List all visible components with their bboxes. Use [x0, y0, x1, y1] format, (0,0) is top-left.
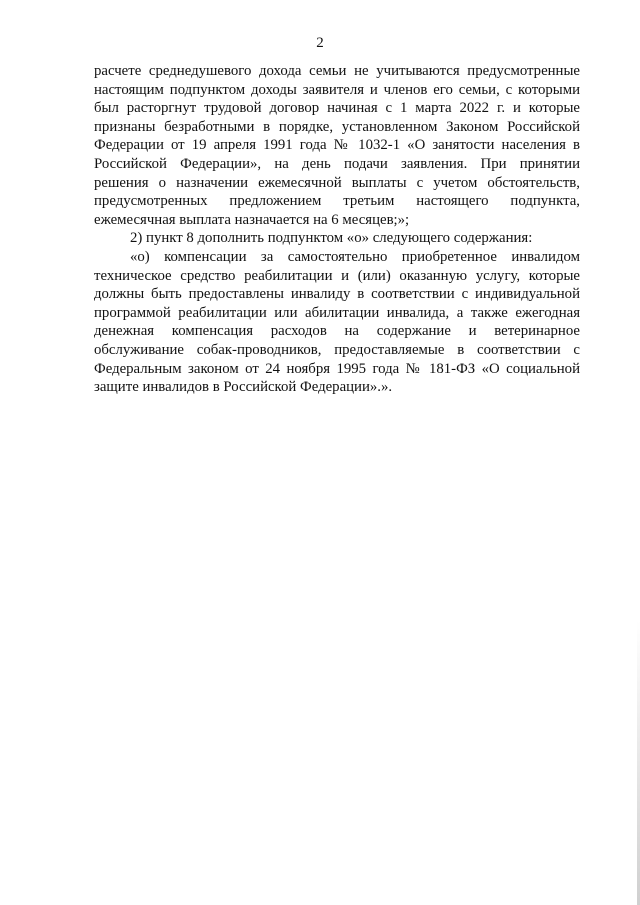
text-line: должны быть предоставлены инвалиду в соответствии с индивидуальной	[94, 286, 580, 303]
text-line: решения о назначении ежемесячной выплаты с учетом обстоятельств,	[94, 174, 580, 191]
document-body	[94, 62, 580, 397]
text-line: Федерации от 19 апреля 1991 года № 1032-1 «О занятости населения в	[94, 137, 580, 154]
text-line: обслуживание собак-проводников, предоставляемые в соответствии с	[94, 341, 580, 358]
text-line: защите инвалидов в Российской Федерации».».	[94, 379, 393, 396]
text-line: ежемесячная выплата назначается на 6 месяцев;»;	[94, 211, 410, 228]
text-line: Федеральным законом от 24 ноября 1995 года № 181-ФЗ «О социальной	[94, 360, 580, 377]
page-number: 2	[316, 35, 324, 51]
text-line: денежная компенсация расходов на содержание и ветеринарное	[94, 323, 580, 340]
text-line: «о) компенсации за самостоятельно приобретенное инвалидом	[130, 248, 580, 265]
text-line: программой реабилитации или абилитации инвалида, а также ежегодная	[94, 304, 580, 321]
text-line: Российской Федерации», на день подачи заявления. При принятии	[94, 155, 580, 172]
text-line: 2) пункт 8 дополнить подпунктом «о» следующего содержания:	[130, 230, 533, 247]
text-line: признаны безработными в порядке, установленном Законом Российской	[94, 118, 580, 135]
text-line: техническое средство реабилитации и (или) оказанную услугу, которые	[94, 267, 580, 284]
text-line: настоящим подпунктом доходы заявителя и членов его семьи, с которыми	[94, 81, 580, 98]
text-line: предусмотренных предложением третьим настоящего подпункта,	[94, 193, 580, 210]
text-line: был расторгнут трудовой договор начиная с 1 марта 2022 г. и которые	[94, 100, 580, 117]
text-line: расчете среднедушевого дохода семьи не учитываются предусмотренные	[94, 63, 580, 79]
